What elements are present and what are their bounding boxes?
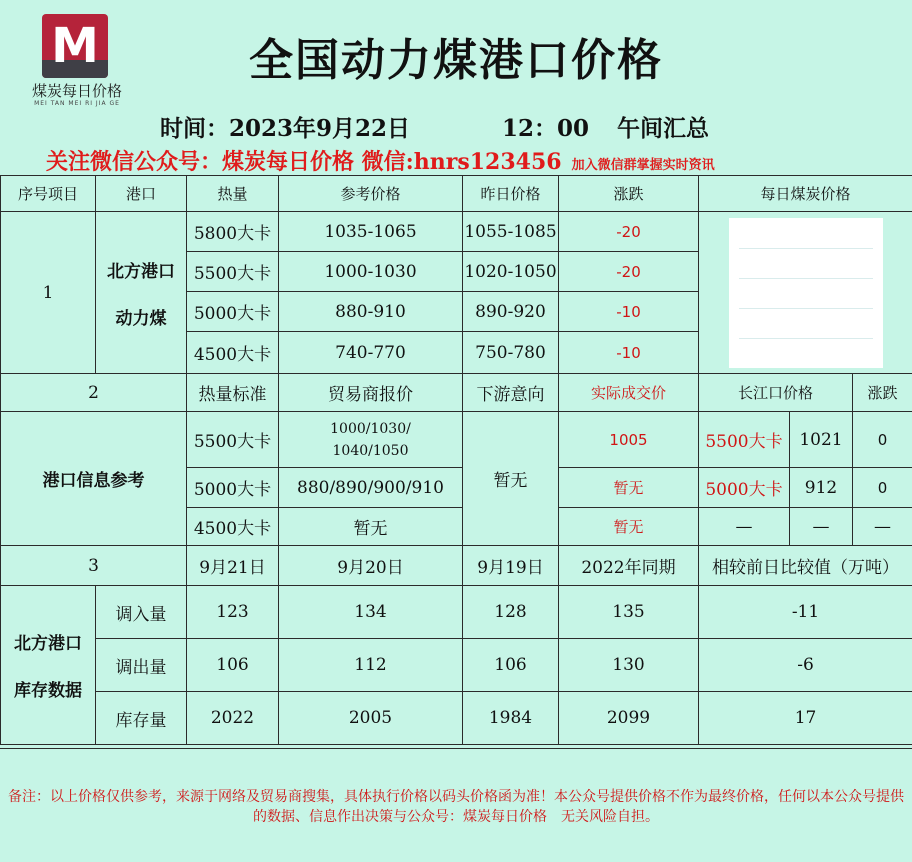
value-cell: 106 xyxy=(187,639,279,692)
table-row xyxy=(1,212,912,252)
diff-cell: 17 xyxy=(699,692,912,745)
clock-label: 12：00 xyxy=(502,115,589,142)
yangtze-heat-cell: 5000大卡 xyxy=(699,468,790,508)
heat-cell: 5000大卡 xyxy=(187,292,279,332)
page-title: 全国动力煤港口价格 xyxy=(0,24,912,88)
header-cell: 实际成交价 xyxy=(559,374,699,412)
header-cell: 贸易商报价 xyxy=(279,374,463,412)
header-cell: 下游意向 xyxy=(463,374,559,412)
yangtze-price-cell: — xyxy=(790,508,853,546)
yesterday-price-cell: 1055-1085 xyxy=(463,212,559,252)
price-table xyxy=(0,175,912,745)
summary-label: 午间汇总 xyxy=(617,115,709,142)
table-row xyxy=(1,586,912,639)
downstream-cell: 暂无 xyxy=(463,412,559,546)
trader-price-cell xyxy=(279,412,463,468)
follow-small: 加入微信群掌握实时资讯 xyxy=(572,158,715,173)
section-index: 3 xyxy=(1,546,187,586)
header-cell: 参考价格 xyxy=(279,176,463,212)
yangtze-heat-cell: — xyxy=(699,508,790,546)
logo-subtext: MEI TAN MEI RI JIA GE xyxy=(22,100,132,107)
header-cell: 昨日价格 xyxy=(463,176,559,212)
ref-price-cell: 1035-1065 xyxy=(279,212,463,252)
heat-cell: 4500大卡 xyxy=(187,508,279,546)
inventory-label xyxy=(1,586,96,745)
header-cell: 每日煤炭价格 xyxy=(699,176,912,212)
heat-cell: 5500大卡 xyxy=(187,252,279,292)
header-cell: 港口 xyxy=(96,176,187,212)
value-cell: 123 xyxy=(187,586,279,639)
yesterday-price-cell: 890-920 xyxy=(463,292,559,332)
port-label xyxy=(96,212,187,374)
port-info-label: 港口信息参考 xyxy=(1,412,187,546)
inventory-label-line2: 库存数据 xyxy=(1,676,95,701)
change-cell: -20 xyxy=(559,212,699,252)
trader-price-cell: 暂无 xyxy=(279,508,463,546)
deal-price-cell: 暂无 xyxy=(559,508,699,546)
yangtze-price-cell: 912 xyxy=(790,468,853,508)
time-line xyxy=(160,110,709,143)
yangtze-price-cell: 1021 xyxy=(790,412,853,468)
value-cell: 1984 xyxy=(463,692,559,745)
date-header: 9月21日 xyxy=(187,546,279,586)
date-header: 9月19日 xyxy=(463,546,559,586)
date-header: 2022年同期 xyxy=(559,546,699,586)
ref-price-cell: 740-770 xyxy=(279,332,463,374)
value-cell: 2099 xyxy=(559,692,699,745)
value-cell: 112 xyxy=(279,639,463,692)
trader-price-line2: 1040/1050 xyxy=(279,440,462,462)
metric-name: 调入量 xyxy=(96,586,187,639)
change-cell: -20 xyxy=(559,252,699,292)
logo-text: 煤炭每日价格 xyxy=(22,80,132,101)
header-cell: 涨跌 xyxy=(559,176,699,212)
value-cell: 135 xyxy=(559,586,699,639)
table-row xyxy=(1,412,912,468)
chart-placeholder xyxy=(729,218,883,368)
heat-cell: 5500大卡 xyxy=(187,412,279,468)
table-row xyxy=(1,639,912,692)
port-label-line2: 动力煤 xyxy=(96,304,186,329)
metric-name: 库存量 xyxy=(96,692,187,745)
date-header: 相较前日比较值（万吨） xyxy=(699,546,912,586)
ref-price-cell: 880-910 xyxy=(279,292,463,332)
disclaimer-note: 备注：以上价格仅供参考，来源于网络及贸易商搜集，具体执行价格以码头价格函为准！本公众号提供价格不作为最终价格，任何以本公众号提供的数据、信息作出决策与公众号：煤炭每日价格 无关风险自担。 xyxy=(6,787,906,827)
value-cell: 2022 xyxy=(187,692,279,745)
trader-price-line1: 1000/1030/ xyxy=(279,418,462,440)
header-cell: 涨跌 xyxy=(853,374,912,412)
diff-cell: -6 xyxy=(699,639,912,692)
table-row xyxy=(1,546,912,586)
heat-cell: 5000大卡 xyxy=(187,468,279,508)
trader-price-cell: 880/890/900/910 xyxy=(279,468,463,508)
diff-cell: -11 xyxy=(699,586,912,639)
ref-price-cell: 1000-1030 xyxy=(279,252,463,292)
header-cell: 热量 xyxy=(187,176,279,212)
value-cell: 106 xyxy=(463,639,559,692)
value-cell: 2005 xyxy=(279,692,463,745)
inventory-label-line1: 北方港口 xyxy=(1,629,95,654)
port-label-line1: 北方港口 xyxy=(96,257,186,282)
yangtze-change-cell: 0 xyxy=(853,412,912,468)
section-index: 2 xyxy=(1,374,187,412)
value-cell: 128 xyxy=(463,586,559,639)
value-cell: 130 xyxy=(559,639,699,692)
deal-price-cell: 1005 xyxy=(559,412,699,468)
header-cell: 长江口价格 xyxy=(699,374,853,412)
follow-banner xyxy=(46,145,715,176)
daily-price-chart xyxy=(699,212,912,374)
table-row xyxy=(1,374,912,412)
yangtze-heat-cell: 5500大卡 xyxy=(699,412,790,468)
metric-name: 调出量 xyxy=(96,639,187,692)
header-cell: 热量标准 xyxy=(187,374,279,412)
yangtze-change-cell: — xyxy=(853,508,912,546)
logo-mark: M xyxy=(42,14,108,78)
value-cell: 134 xyxy=(279,586,463,639)
header-cell: 序号项目 xyxy=(1,176,96,212)
heat-cell: 4500大卡 xyxy=(187,332,279,374)
follow-main: 关注微信公众号：煤炭每日价格 微信:hnrs123456 xyxy=(46,149,562,175)
date-label: 时间：2023年9月22日 xyxy=(160,115,410,142)
table-row xyxy=(1,692,912,745)
change-cell: -10 xyxy=(559,332,699,374)
change-cell: -10 xyxy=(559,292,699,332)
footer xyxy=(0,748,912,862)
deal-price-cell: 暂无 xyxy=(559,468,699,508)
date-header: 9月20日 xyxy=(279,546,463,586)
section-index: 1 xyxy=(1,212,96,374)
yangtze-change-cell: 0 xyxy=(853,468,912,508)
heat-cell: 5800大卡 xyxy=(187,212,279,252)
table-header-row xyxy=(1,176,912,212)
yesterday-price-cell: 1020-1050 xyxy=(463,252,559,292)
yesterday-price-cell: 750-780 xyxy=(463,332,559,374)
